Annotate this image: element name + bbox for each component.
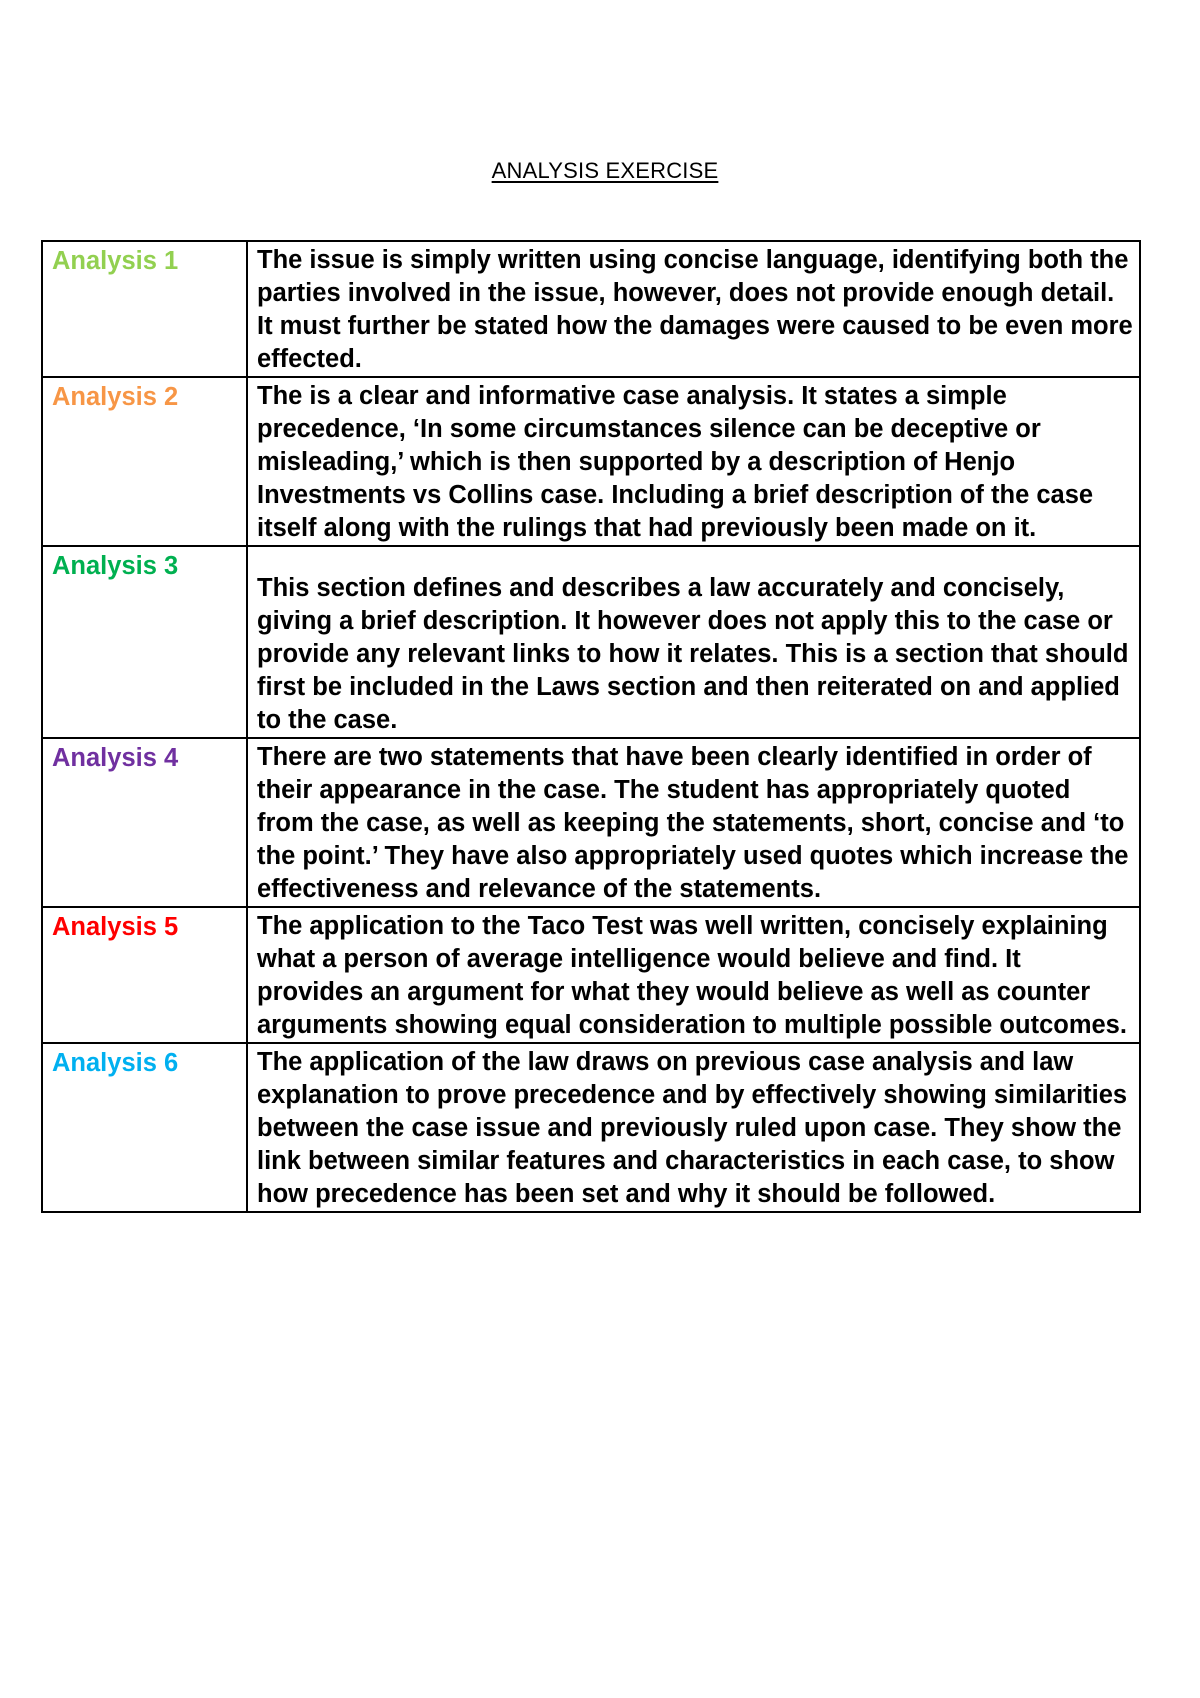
table-row bbox=[42, 1043, 1140, 1212]
analysis-label: Analysis 6 bbox=[42, 1043, 247, 1212]
page-title: ANALYSIS EXERCISE bbox=[491, 158, 719, 183]
table-row bbox=[42, 241, 1140, 377]
analysis-label: Analysis 4 bbox=[42, 738, 247, 907]
table-row bbox=[42, 907, 1140, 1043]
analysis-text: There are two statements that have been clearly identified in order of their appearance in the case. The student has appropriately quoted from the case, as well as keeping the statements, short, concise and ‘to the point.’ They have also appropriately used quotes which increase the effectiveness and relevance of the statements. bbox=[247, 738, 1140, 907]
table-row bbox=[42, 546, 1140, 738]
analysis-label: Analysis 1 bbox=[42, 241, 247, 377]
analysis-label: Analysis 2 bbox=[42, 377, 247, 546]
analysis-text: The application of the law draws on previous case analysis and law explanation to prove precedence and by effectively showing similarities between the case issue and previously ruled upon case. They show the link between similar features and characteristics in each case, to show how precedence has been set and why it should be followed. bbox=[247, 1043, 1140, 1212]
table-row bbox=[42, 377, 1140, 546]
analysis-text: This section defines and describes a law accurately and concisely, giving a brief description. It however does not apply this to the case or provide any relevant links to how it relates. This is a section that should first be included in the Laws section and then reiterated on and applied to the case. bbox=[247, 546, 1140, 738]
analysis-text: The is a clear and informative case analysis. It states a simple precedence, ‘In some circumstances silence can be deceptive or misleading,’ which is then supported by a description of Henjo Investments vs Collins case. Including a brief description of the case itself along with the rulings that had previously been made on it. bbox=[247, 377, 1140, 546]
analysis-table bbox=[41, 240, 1141, 1213]
analysis-text: The application to the Taco Test was well written, concisely explaining what a person of average intelligence would believe and find. It provides an argument for what they would believe as well as counter arguments showing equal consideration to multiple possible outcomes. bbox=[247, 907, 1140, 1043]
analysis-label: Analysis 3 bbox=[42, 546, 247, 738]
analysis-text: The issue is simply written using concise language, identifying both the parties involved in the issue, however, does not provide enough detail. It must further be stated how the damages were caused to be even more effected. bbox=[247, 241, 1140, 377]
table-row bbox=[42, 738, 1140, 907]
analysis-label: Analysis 5 bbox=[42, 907, 247, 1043]
